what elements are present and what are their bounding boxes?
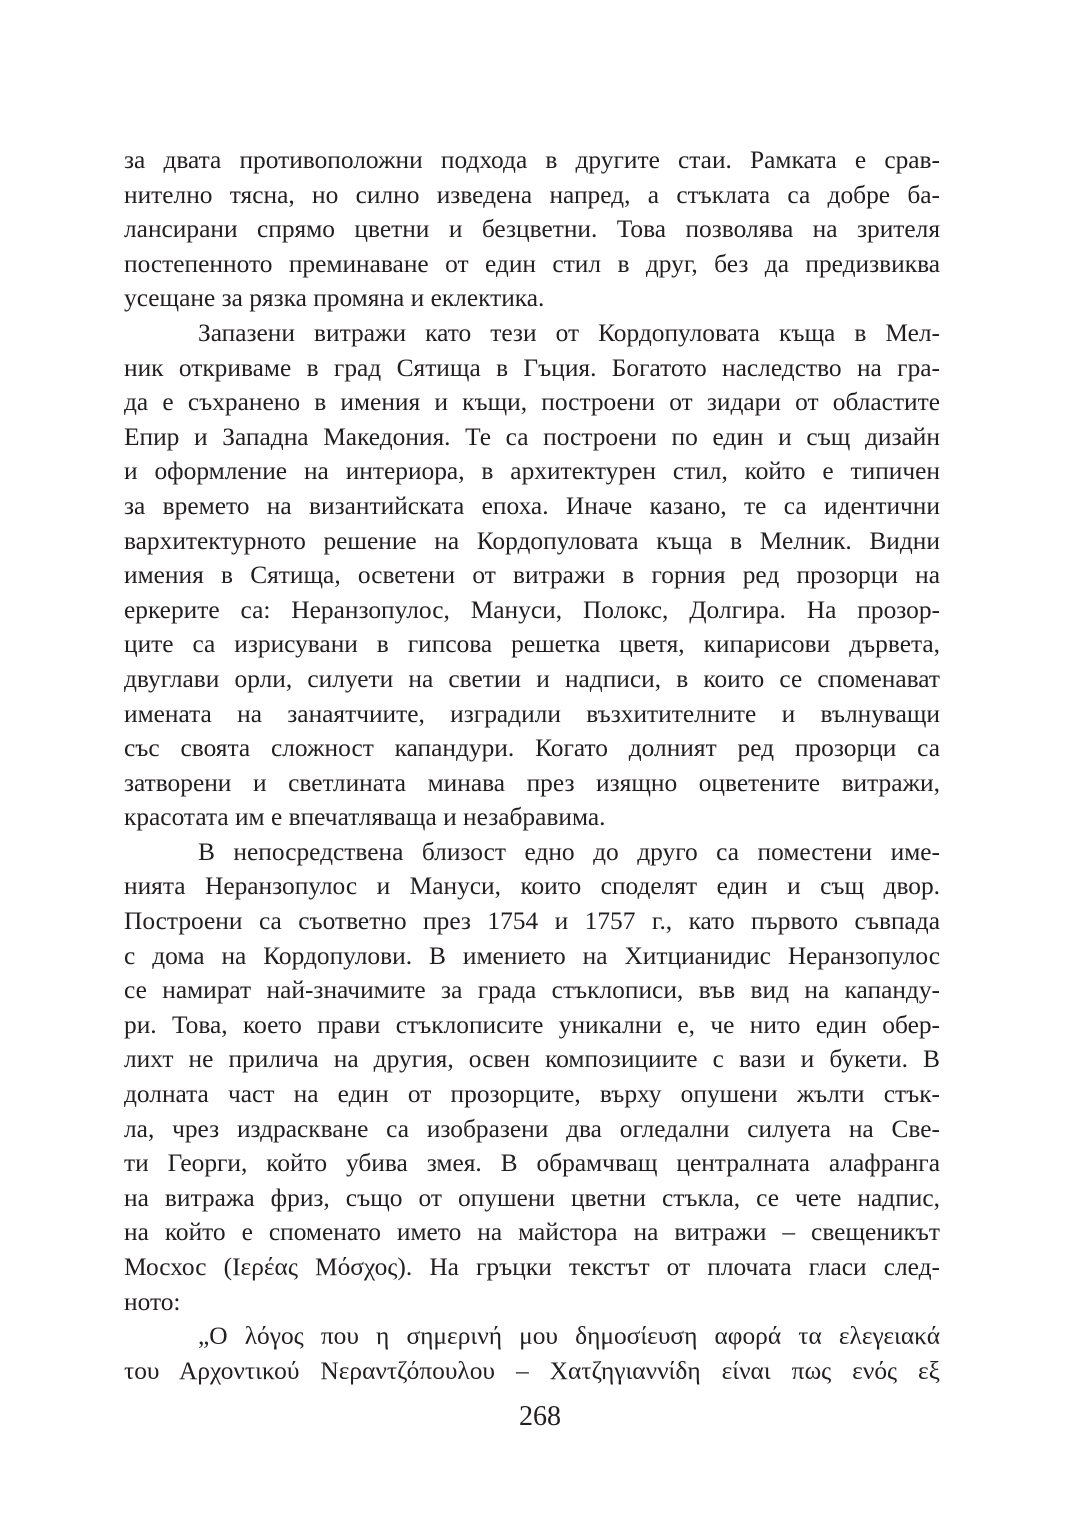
text-line: Епир и Западна Македония. Те са построени по един и същ дизайн	[124, 422, 940, 451]
paragraph	[124, 143, 940, 316]
paragraph	[124, 316, 940, 835]
text-line: затворени и светлината минава през изящно оцветените витражи,	[124, 768, 940, 797]
text-line: красотата им е впечатляваща и незабравима.	[124, 803, 606, 832]
text-line: и оформление на интериора, в архитектурен стил, който е типичен	[124, 457, 940, 486]
text-line: В непосредствена близост едно до друго са поместени име-	[198, 837, 940, 866]
text-line: имената на занаятчиите, изградили възхитителните и вълнуващи	[124, 699, 940, 728]
text-line: Мосхос (Ιερέας Μόσχος). На гръцки текстът от плочата гласи след-	[124, 1253, 940, 1281]
text-line: лансирани спрямо цветни и безцветни. Това позволява на зрителя	[124, 215, 940, 244]
text-line: на който е споменато името на майстора на витражи – свещеникът	[124, 1218, 940, 1247]
text-line: ри. Това, което прави стъклописите уникални е, че нито един обер-	[124, 1010, 940, 1039]
text-line: ното:	[124, 1287, 181, 1316]
greek-quotation	[124, 1319, 940, 1388]
text-line: за времето на византийската епоха. Иначе казано, те са идентични	[124, 491, 940, 520]
text-line: του Αρχοντικού Νεραντζόπουλου – Χατζηγιαννίδη είναι πως ενός εξ	[124, 1356, 940, 1385]
text-line: се намират най-значимите за града стъклописи, във вид на капанду-	[124, 976, 940, 1005]
text-line: със своята сложност капандури. Когато долният ред прозорци са	[124, 734, 940, 763]
text-line: вархитектурното решение на Кордопуловата къща в Мелник. Видни	[124, 526, 940, 555]
text-line: с дома на Кордопулови. В имението на Хитцианидис Неранзопулос	[124, 941, 940, 970]
text-line: да е съхранено в имения и къщи, построени от зидари от областите	[124, 388, 940, 417]
text-line: двуглави орли, силуети на светии и надписи, в които се споменават	[124, 664, 940, 693]
text-line: усещане за рязка промяна и еклектика.	[124, 284, 545, 313]
text-line: за двата противоположни подхода в другите стаи. Рамката е срав-	[124, 146, 940, 174]
text-line: нията Неранзопулос и Мануси, които споделят един и същ двор.	[124, 872, 940, 901]
text-line: „Ο λόγος που η σημερινή μου δημοσίευση αφορά τα ελεγειακά	[198, 1322, 940, 1351]
page-number: 268	[519, 1401, 561, 1432]
text-line: постепенното преминаване от един стил в друг, без да предизвиква	[124, 249, 940, 278]
text-line: ти Георги, който убива змея. В обрамчващ централната алафранга	[124, 1149, 940, 1178]
text-line: Запазени витражи като тези от Кордопуловата къща в Мел-	[198, 318, 940, 347]
text-line: Построени са съответно през 1754 и 1757 г., като първото съвпада	[124, 907, 940, 936]
text-line: лихт не прилича на другия, освен композициите с вази и букети. В	[124, 1045, 940, 1074]
text-line: ник откриваме в град Сятища в Гъция. Богатото наследство на гра-	[124, 353, 940, 382]
text-line: на витража фриз, също от опушени цветни стъкла, се чете надпис,	[124, 1183, 940, 1212]
text-line: нително тясна, но силно изведена напред, а стъклата са добре ба-	[124, 180, 940, 209]
text-line: еркерите са: Неранзопулос, Мануси, Полокс, Долгира. На прозор-	[124, 595, 940, 624]
body-text	[124, 143, 940, 1388]
text-line: имения в Сятища, осветени от витражи в горния ред прозорци на	[124, 561, 940, 590]
text-line: долната част на един от прозорците, върху опушени жълти стък-	[124, 1080, 940, 1109]
text-line: ците са изрисувани в гипсова решетка цветя, кипарисови дървета,	[124, 630, 940, 659]
paragraph	[124, 835, 940, 1319]
text-line: ла, чрез издраскване са изобразени два огледални силуета на Све-	[124, 1114, 940, 1143]
